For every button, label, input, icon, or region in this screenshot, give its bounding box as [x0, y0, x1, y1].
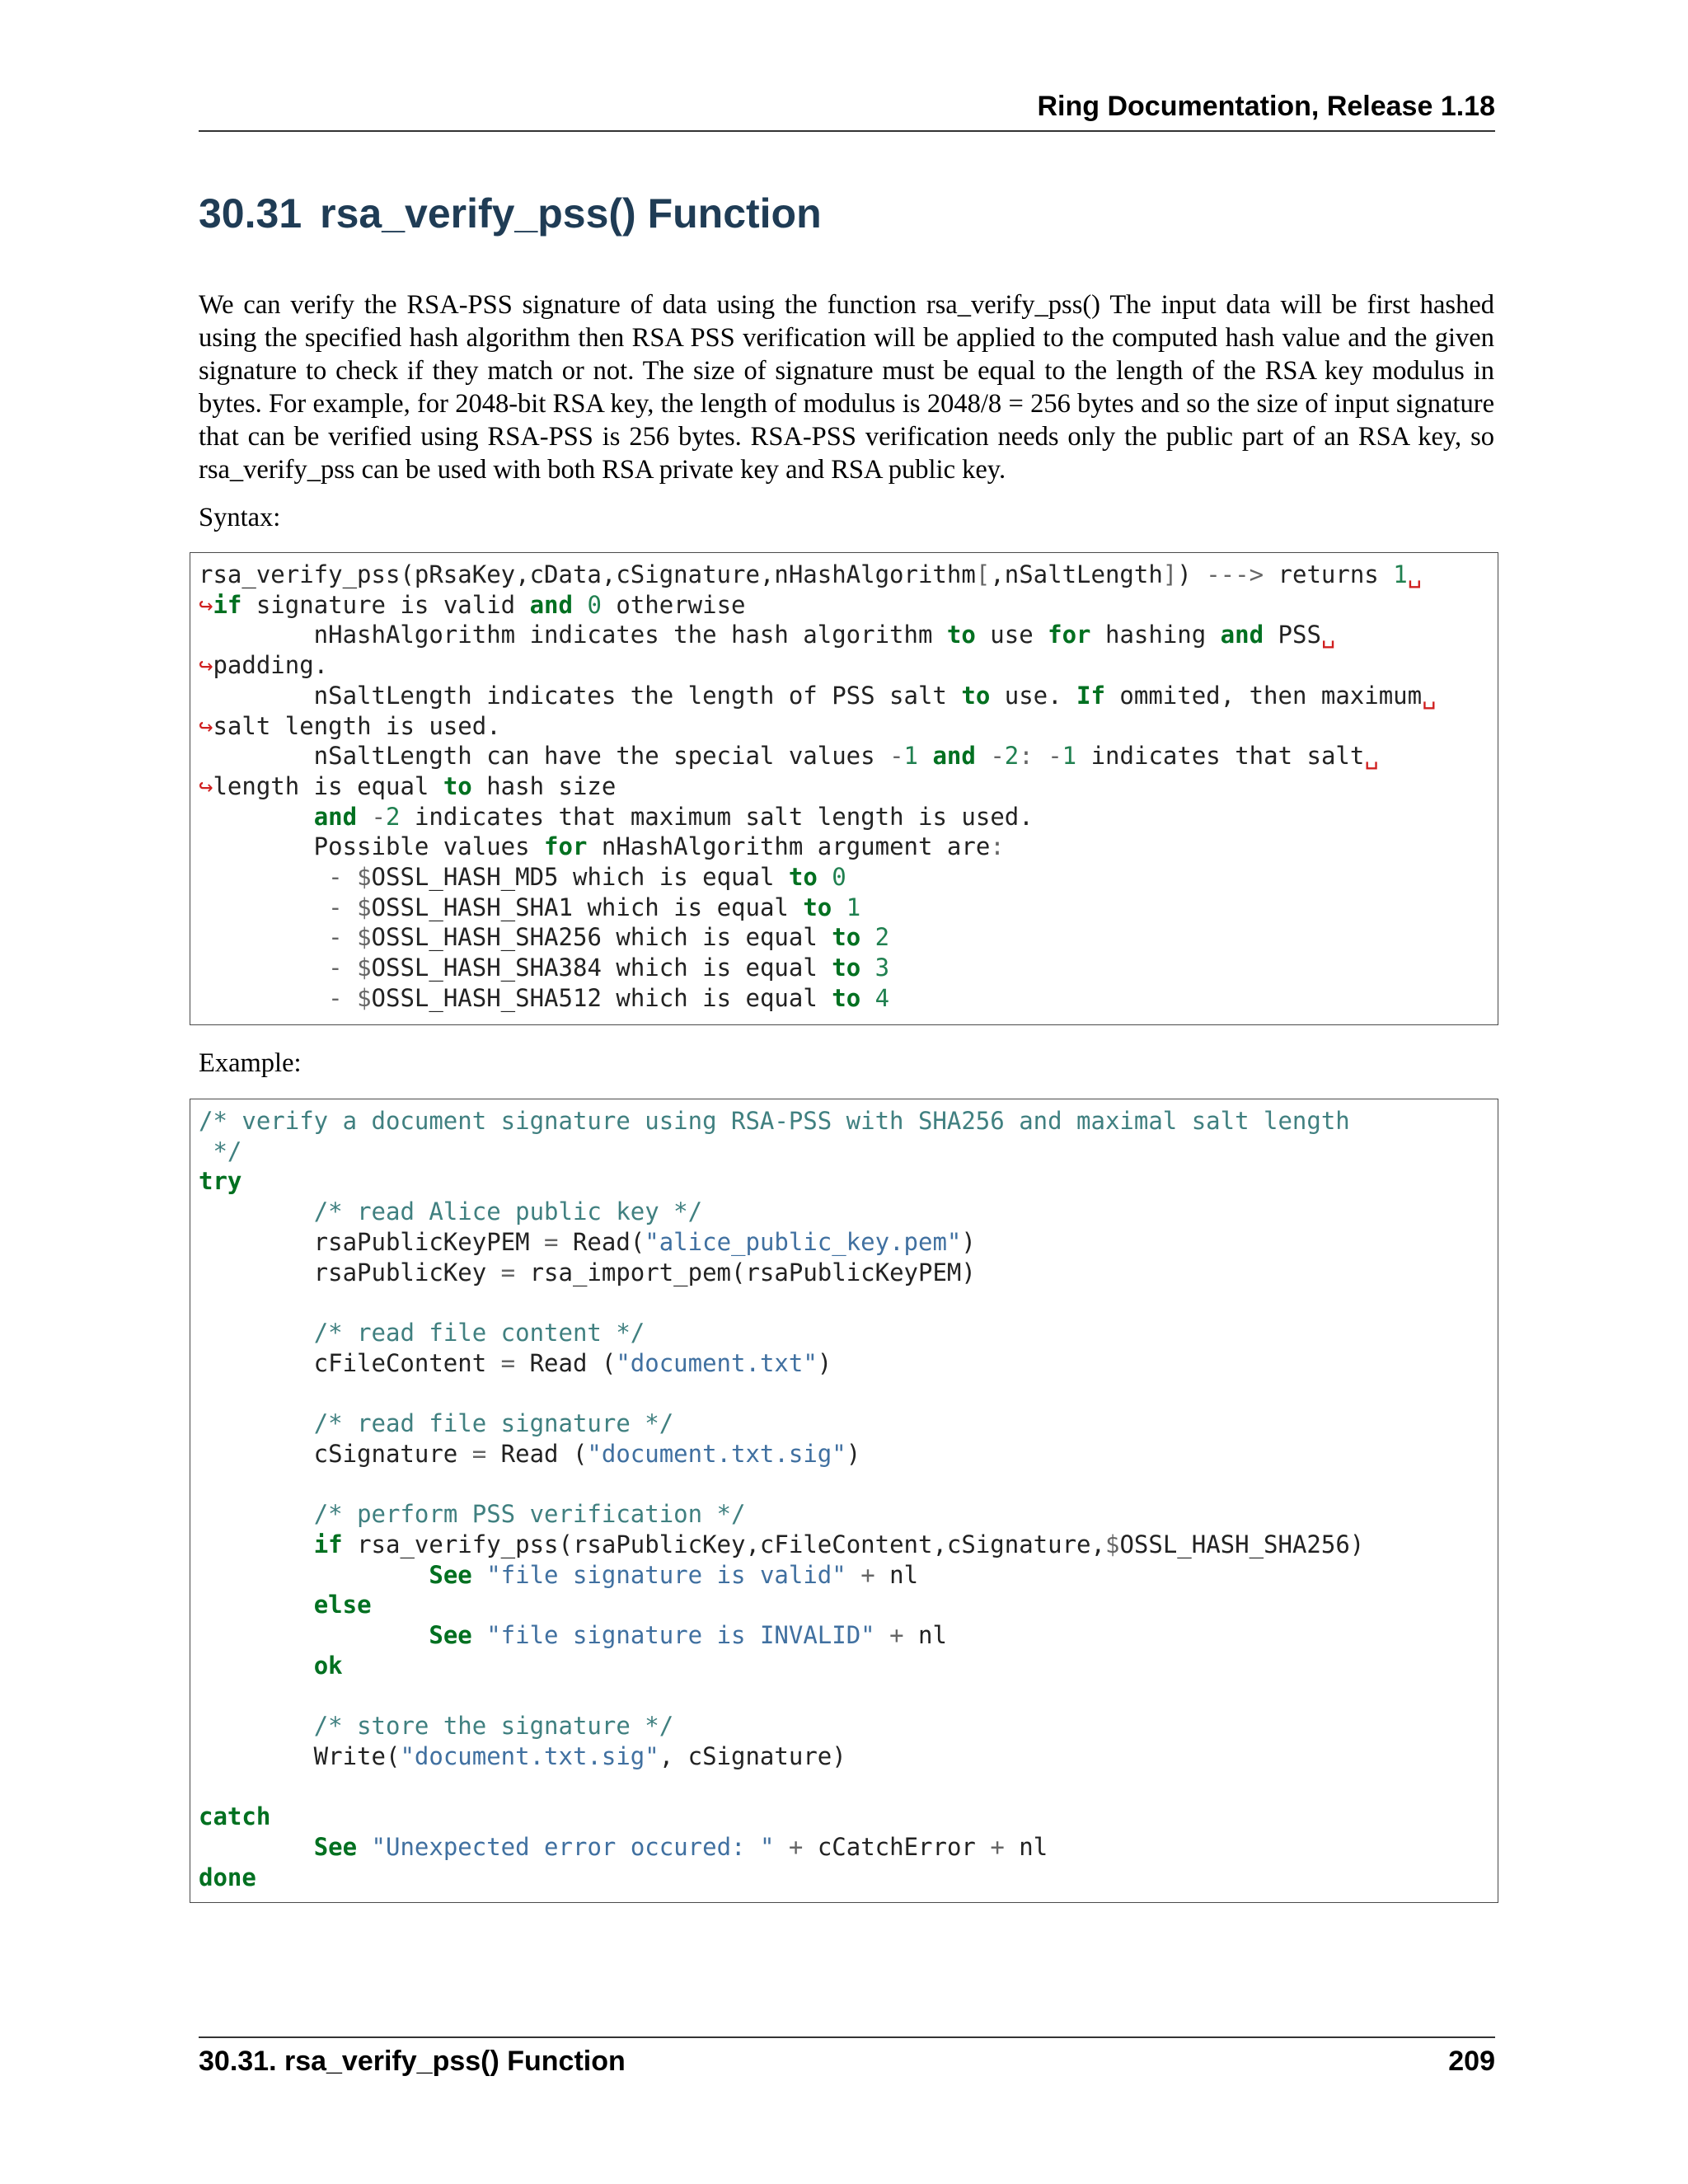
page-number: 209	[1448, 2046, 1495, 2077]
section-title: rsa_verify_pss() Function	[320, 190, 822, 237]
example-code: /* verify a document signature using RSA-PSS with SHA256 and maximal salt length */ try /* read Alice public key */ rsaPublicKeyPEM = Read("alice_public_key.pem") rsaPublicKey = rsa_import_pem(rsaPublicKeyPEM) /* read file content */ cFileContent = Read ("document.txt") /* read file signature */ cSignature = Read ("document.txt.sig") /* perform PSS verification */ if rsa_verify_pss(rsaPublicKey,cFileContent,cSignature,$OSSL_HASH_SHA256) See "file signature is valid" + nl else See "file signature is INVALID" + nl ok /* store the signature */ Write("document.txt.sig", cSignature) catch See "Unexpected error occured: " + cCatchError + nl done	[199, 1107, 1365, 1891]
syntax-label: Syntax:	[199, 503, 281, 532]
footer-section-title: 30.31. rsa_verify_pss() Function	[199, 2046, 626, 2077]
example-code-block	[190, 1099, 1498, 1903]
section-number: 30.31	[199, 190, 302, 237]
running-header: Ring Documentation, Release 1.18	[1037, 91, 1495, 122]
syntax-code-block	[190, 552, 1498, 1025]
section-heading	[199, 190, 822, 237]
syntax-code: rsa_verify_pss(pRsaKey,cData,cSignature,nHashAlgorithm[,nSaltLength]) ---> returns 1␣ ↪if signature is valid and 0 otherwise nHashAlgorithm indicates the hash algorithm to use for hashing and PSS␣ ↪padding. nSaltLength indicates the length of PSS salt to use. If ommited, then maximum␣ ↪salt length is used. nSaltLength can have the special values -1 and -2: -1 indicates that salt␣ ↪length is equal to hash size and -2 indicates that maximum salt length is used. Possible values for nHashAlgorithm argument are: - $OSSL_HASH_MD5 which is equal to 0 - $OSSL_HASH_SHA1 which is equal to 1 - $OSSL_HASH_SHA256 which is equal to 2 - $OSSL_HASH_SHA384 which is equal to 3 - $OSSL_HASH_SHA512 which is equal to 4	[199, 560, 1437, 1012]
intro-paragraph: We can verify the RSA-PSS signature of data using the function rsa_verify_pss() The input data will be first hashed using the specified hash algorithm then RSA PSS verification will be applied to the computed hash value and the given signature to check if they match or not. The size of signature must be equal to the length of the RSA key modulus in bytes. For example, for 2048-bit RSA key, the length of modulus is 2048/8 = 256 bytes and so the size of input signature that can be verified using RSA-PSS is 256 bytes. RSA-PSS verification needs only the public part of an RSA key, so rsa_verify_pss can be used with both RSA private key and RSA public key.	[199, 290, 1494, 485]
example-label: Example:	[199, 1048, 302, 1078]
header-rule	[199, 130, 1495, 132]
footer-rule	[199, 2036, 1495, 2038]
